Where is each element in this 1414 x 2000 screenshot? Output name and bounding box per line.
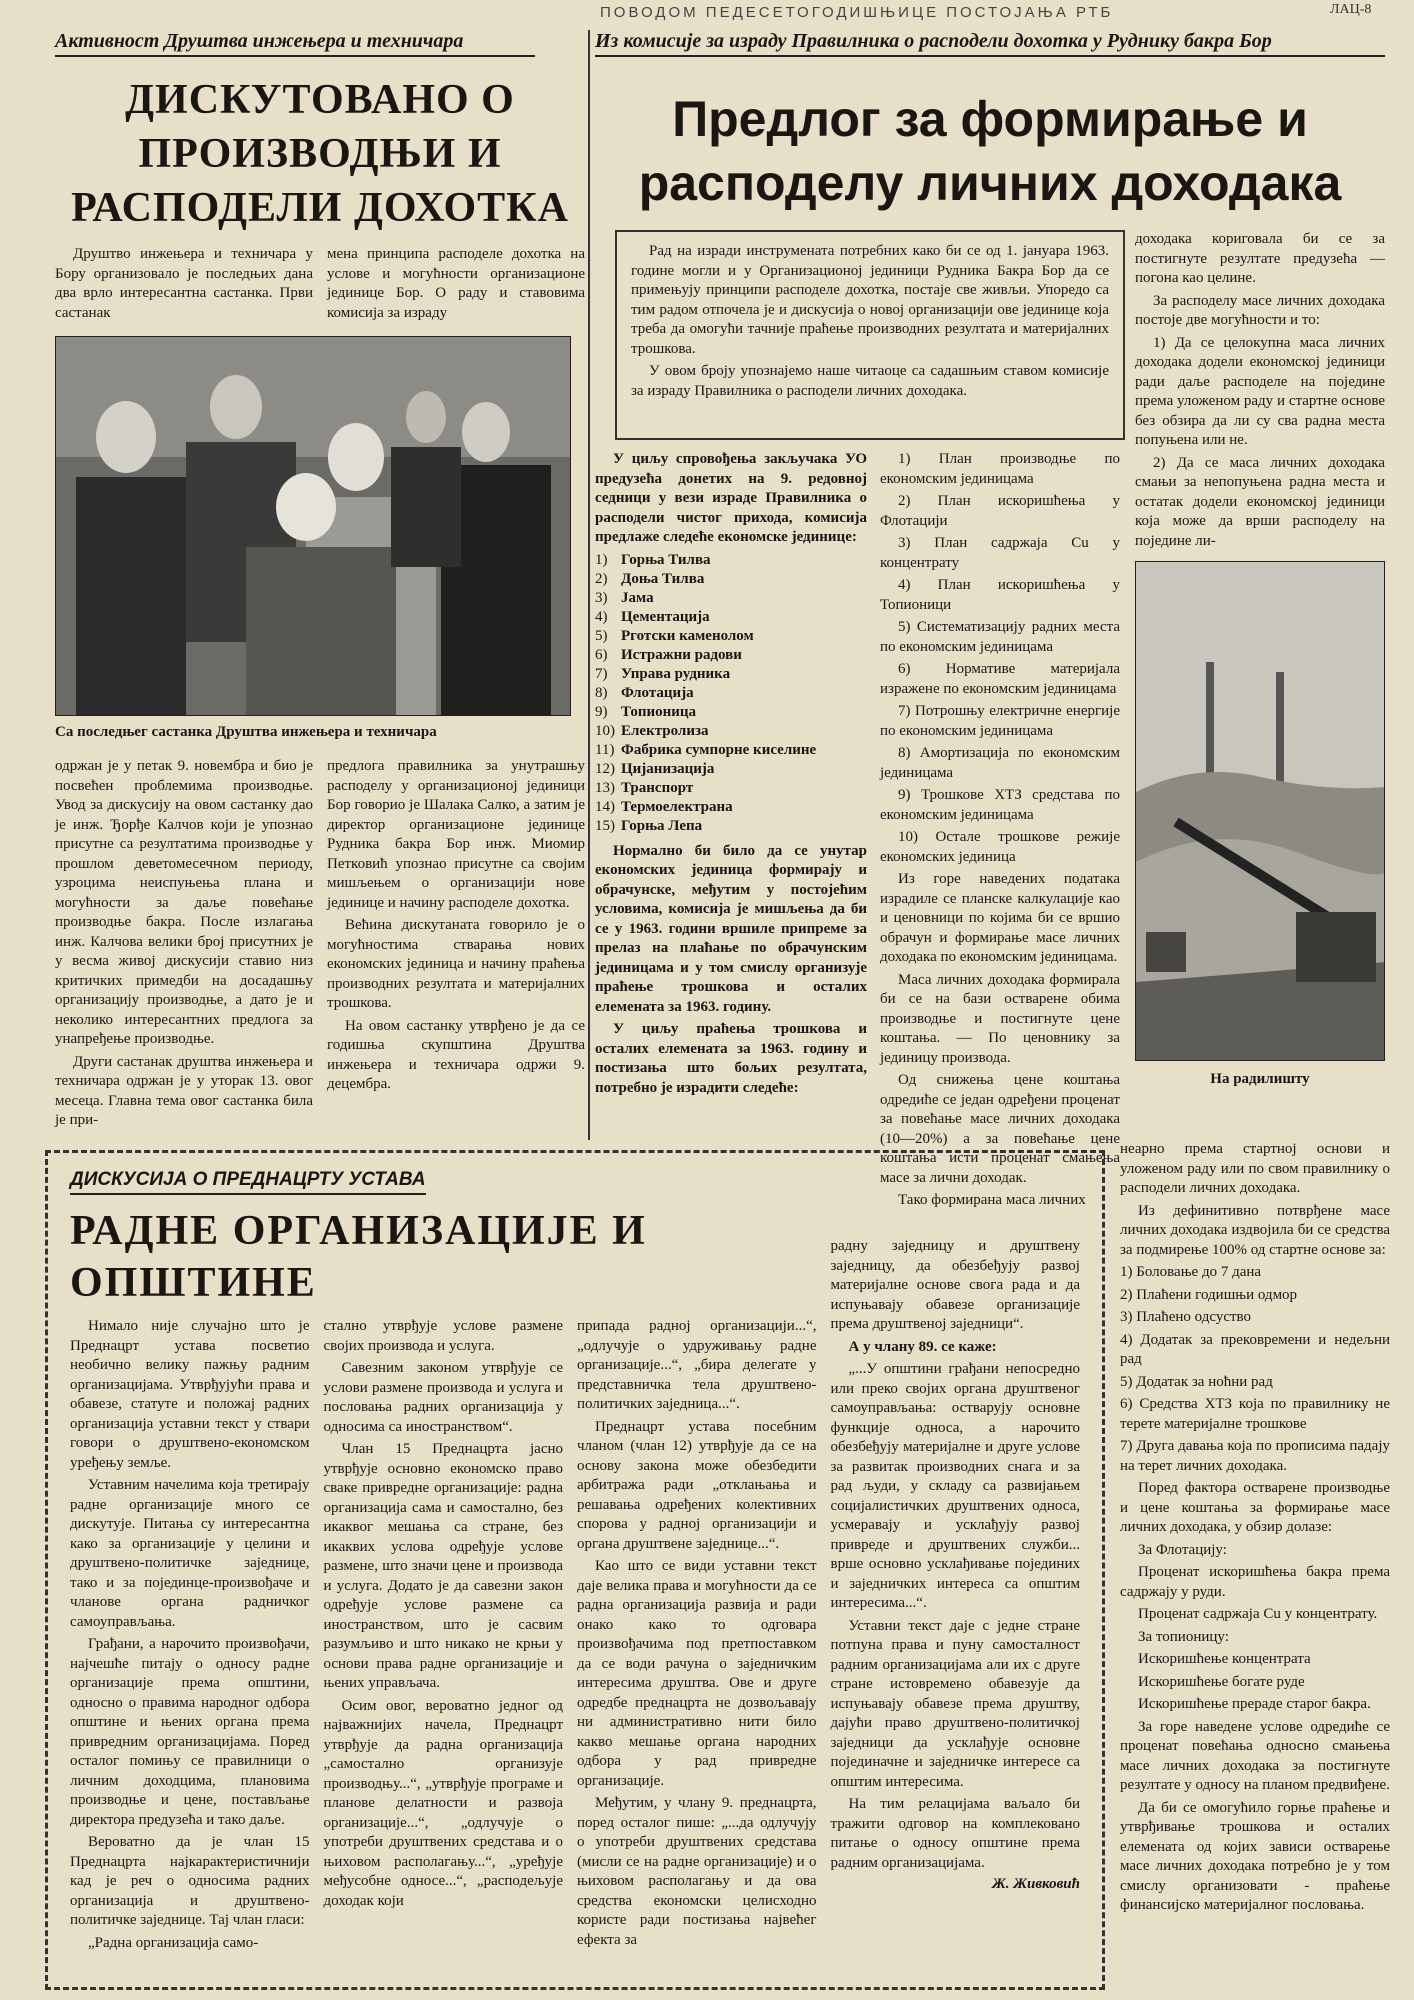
economic-unit-item: [595, 570, 867, 589]
right-col3-p2: За расподелу масе личних доходака постоје две могућности и то:: [1135, 292, 1385, 328]
economic-unit-number: 15): [595, 817, 615, 834]
economic-unit-label: Цијанизација: [621, 760, 715, 777]
bottom-col4-p3: „...У општини грађани непосредно или преко својих органа друштвеног самоуправљања: остварују основне функције односа, а нарочито обезбеђују материјалне и друге услове за развитак производних снага и за рад људи, у складу са развијањем социјалистичких друштвених односа, усмеравају и усклађују развој привреде и друштвених служби... врше основно усклађивање појединих и заједничких интереса са општим интересима...“.: [830, 1361, 1080, 1611]
economic-unit-label: Цементација: [621, 608, 710, 625]
meeting-photo: [55, 336, 571, 716]
bottom-col1: [70, 1317, 310, 1956]
right-intro-box: [615, 230, 1125, 440]
worksite-photo-image: [1136, 562, 1385, 1061]
right-cont-paragraph: За горе наведене услове одредиће се проценат повећања односно смањења масе личних доходака за постигнуте резултате у односу на планом предвиђене.: [1120, 1718, 1390, 1793]
bottom-col4-p5: На тим релацијама ваљало би тражити одговор на комплековано питање о односу општине према радним организацијама.: [830, 1796, 1080, 1871]
economic-unit-number: 10): [595, 722, 615, 739]
right-col1-lead: У циљу спровођења закључака УО предузећа донетих на 9. редовној седници у вези израде Правилника о расподели чистог прихода, комисија предлаже следеће економске јединице:: [595, 451, 867, 545]
economic-unit-label: Термоелектрана: [621, 798, 733, 815]
bottom-col4-p4: Уставни текст даје с једне стране потпуна права и пуну самосталност радним организацијама али их с друге стране истовремено обавезује да испуњавају обавезе према друштву, дајући право друштвено-политичкој заједници да усклађује основне појединачне и заједничке интересе са општим интересима.: [830, 1617, 1080, 1790]
right-intro-p1: Рад на изради инструмената потребних како би се од 1. јануара 1963. године могли и у Организационој јединици Рудника Бакра Бор да се примењују принципи расподеле дохотка, постаје све живљи. Упоредо са тим радом отпочела је и дискусија о новој организацији ове јединице која треба да омогући тачније праћење производних резултата и материјалних трошкова.: [631, 243, 1109, 357]
allowance-list-item: 6) Средства ХТЗ која по правилнику не терете материјалне трошкове: [1120, 1396, 1390, 1432]
economic-unit-label: Горња Лепа: [621, 817, 703, 834]
economic-unit-number: 6): [595, 646, 608, 663]
bottom-col1-p1: Нимало није случајно што је Преднацрт устава посветио необично велику пажњу радним организацијама. Утврђујући права и обавезе, статуте и положај радних организација уставни текст у ствари говори о друштвено-економском уређењу земље.: [70, 1318, 310, 1471]
allowance-list-item: 4) Додатак за прековремени и недељни рад: [1120, 1331, 1390, 1367]
worksite-photo-caption: На радилишту: [1210, 1071, 1310, 1087]
banner-fragment-text: ПОВОДОМ ПЕДЕСЕТОГОДИШЊИЦЕ ПОСТОЈАЊА РТБ: [600, 4, 1114, 21]
economic-unit-label: Електролиза: [621, 722, 709, 739]
plan-list-item: 2) План искоришћења у Флотацији: [880, 493, 1120, 529]
economic-unit-label: Управа рудника: [621, 665, 731, 682]
right-cont-paragraph: Искоришћење богате руде: [1138, 1673, 1305, 1690]
economic-unit-item: [595, 627, 867, 646]
plan-list-item: 10) Остале трошкове режије економских јединица: [880, 829, 1120, 865]
right-col2: [880, 450, 1120, 1214]
banner-fragment: [600, 4, 1300, 26]
economic-units-list: [595, 551, 867, 836]
allowance-list: [1120, 1263, 1390, 1476]
worksite-photo: [1135, 561, 1385, 1061]
left-headline: ДИСКУТОВАНО О ПРОИЗВОДЊИ И РАСПОДЕЛИ ДОХОТКА: [71, 77, 569, 231]
economic-unit-number: 3): [595, 589, 608, 606]
right-col1-p1: Нормално би било да се унутар економских јединица формирају и обрачунске, међутим у постојећим условима, комисија је мишљења да би се у 1963. години вршиле припреме за прелаз на плаћање по обрачунским јединицама и у том смислу организује праћење трошкова и осталих елемената за 1963. годину.: [595, 842, 867, 1015]
bottom-col2-p4: Осим овог, вероватно једног од најважнијих начела, Преднацрт утврђује да радна организација „самостално организује производњу...“, „утврђује програме и планове делатности и развоја организације...“, „одлучује о употреби друштвених средстава и о њиховом располагању...“, „уређује међусобне односе...“, „расподељује доходак који: [323, 1697, 563, 1909]
left-body-col2-p1: предлога правилника за унутрашњу расподелу у организационој јединици Бор говорио је Шалака Салко, а затим је директор организационе јединице Рудника бакра Бор инж. Миомир Петковић упознао присутне са својим мишљењем о организацији нове јединице и начину расподеле дохотка.: [327, 758, 585, 911]
economic-unit-number: 9): [595, 703, 608, 720]
right-cont-paragraph: За топионицу:: [1138, 1628, 1229, 1645]
right-intro-p2: У овом броју упознајемо наше читаоце са садашњим ставом комисије за израду Правилника о расподели личних доходака.: [631, 363, 1109, 399]
economic-unit-item: [595, 722, 867, 741]
left-kicker: Активност Друштва инжењера и техничара: [55, 30, 535, 57]
meeting-photo-caption: Са последњег састанка Друштва инжењера и техничара: [55, 724, 437, 740]
left-body-col1-p1: одржан је у петак 9. новембра и био је посвећен проблемима производње. Увод за дискусију на овом састанку дао је инж. Ђорђе Калчов који је упознао присутне са резултатима производње у прошлом деветомесечном периоду, узроцима неиспуњења плана и могућности за даље повећање производње бакра. После излагања инж. Калчова велики број присутних је у весма живој дискусији ставио низ критичких примедби на досадашњу организацију производње, а дато је и неколико интересантних предлога за унапређење производње.: [55, 758, 313, 1047]
bottom-col4-p1: радну заједницу и друштвену заједницу, да обезбеђују развој материјалне основе свога рада и да испуњавају обавезе организације према друштвеној заједници“.: [830, 1238, 1080, 1332]
bottom-headline: РАДНЕ ОРГАНИЗАЦИЈЕ И ОПШТИНЕ: [70, 1208, 647, 1306]
right-cont-paragraph: За Флотацију:: [1138, 1541, 1227, 1558]
bottom-article: [45, 1150, 1105, 1990]
bottom-col1-p4: Вероватно да је члан 15 Преднацрта најкарактеристичнији кад је реч о односима радних организација и друштвено-политичке заједнице. Тај члан гласи:: [70, 1834, 310, 1928]
bottom-col4: [831, 1237, 1080, 1956]
economic-unit-label: Јама: [621, 589, 654, 606]
page-corner-fragment: ЛАЦ-8: [1330, 2, 1372, 17]
economic-unit-item: [595, 798, 867, 817]
right-col1: [595, 450, 867, 1101]
economic-unit-number: 8): [595, 684, 608, 701]
right-cont-paragraph: Искоришћење прераде старог бакра.: [1138, 1696, 1371, 1712]
right-col2-p3: Од снижења цене коштања одредиће се један одређени проценат за повећање масе личних доходака (10—20%) а за повећање цене коштања исти проценат смањења масе за лични доходак.: [880, 1072, 1120, 1186]
economic-unit-item: [595, 760, 867, 779]
economic-unit-label: Флотација: [621, 684, 694, 701]
right-continuation: [1120, 1140, 1390, 1990]
economic-unit-number: 11): [595, 741, 615, 758]
right-kicker: Из комисије за израду Правилника о расподели дохотка у Руднику бакра Бор: [595, 30, 1385, 57]
right-col1-p2: У циљу праћења трошкова и осталих елемената за 1963. годину и постизања што бољих резултата, потребно је израдити следеће:: [595, 1021, 867, 1096]
allowance-list-item: 3) Плаћено одсуство: [1120, 1309, 1252, 1325]
left-body-col2-p3: На овом састанку утврђено је да се годишња скупштина Друштва инжењера и техничара одржи 9. децембра.: [327, 1017, 585, 1092]
economic-unit-item: [595, 741, 867, 760]
right-col3: [1135, 230, 1385, 1088]
plan-list-item: 8) Амортизација по економским јединицама: [880, 745, 1120, 781]
right-cont-paragraph: Да би се омогућило горње праћење и утврђивање трошкова и осталих елемената од којих зависи остварење масе личних доходака потребно је у том смислу организовати - праћење финансијско материјалног пословања.: [1120, 1799, 1390, 1913]
plan-list: [880, 450, 1120, 867]
bottom-col2-p3: Члан 15 Преднацрта јасно утврђује основно економско право сваке привредне организације: радна организација сама и самостално, без икаквог мешања са стране, без икаквих услова одређује услове размене, што значи цене и производа и услуга. Додато је да савезни закон одређује услове размене са иностранством, што је сасвим разумљиво и што никако не крњи у основи права радне организације и њених управљача.: [323, 1441, 563, 1691]
plan-list-item: 3) План садржаја Cu у концентрату: [880, 535, 1120, 571]
economic-unit-item: [595, 589, 867, 608]
bottom-col2: [324, 1317, 564, 1956]
economic-unit-number: 4): [595, 608, 608, 625]
right-col3-p4: 2) Да се маса личних доходака смањи за непопуњена радна места и остатак додели економској јединици која може да врши расподелу на поједине ли-: [1135, 454, 1385, 549]
right-cont-end: [1120, 1479, 1390, 1916]
bottom-col1-p5: „Радна организација само-: [88, 1934, 259, 1951]
economic-unit-item: [595, 608, 867, 627]
right-cont-paragraph: Проценат садржаја Cu у концентрату.: [1138, 1606, 1378, 1622]
right-cont-p1: неарно према стартној основи и уложеном раду или по свом правилнику о расподели личних доходака.: [1120, 1141, 1390, 1196]
bottom-col3-p1: припада радној организацији...“, „одлучује о удруживању радне организације...“, „бира делегате у представничка тела друштвено-политичких заједница...“.: [577, 1318, 817, 1412]
left-column-divider: [588, 30, 590, 1140]
economic-unit-label: Истражни радови: [621, 646, 742, 663]
economic-unit-label: Транспорт: [621, 779, 694, 796]
bottom-col3-p2: Преднацрт устава посебним чланом (члан 12) утврђује да се на основу закона може обезбедити арбитража ради „отклањања и решавања одређених колективних спорова у радној организацији и органа друштвене заједнице...“.: [577, 1418, 817, 1552]
plan-list-item: 6) Нормативе материјала изражене по економским јединицама: [880, 661, 1120, 697]
economic-unit-number: 1): [595, 551, 608, 568]
economic-unit-item: [595, 779, 867, 798]
allowance-list-item: 5) Додатак за ноћни рад: [1120, 1373, 1273, 1390]
meeting-photo-image: [56, 337, 571, 716]
bottom-col1-p3: Грађани, а нарочито произвођачи, најчешће питају о односу радне организације према општини, односно о правима народног одбора општине и њених органа према привредним организацијама. Поред осталог помињу се правилници о личним доходцима, плановима производње и цене, постављање директора предузећа и тако даље.: [70, 1636, 310, 1828]
economic-unit-item: [595, 817, 867, 836]
left-intro-col1: Друштво инжењера и техничара у Бору организовало је последњих дана два врло интересантна састанка. Први састанак: [55, 246, 313, 321]
right-cont-paragraph: Искоришћење концентрата: [1138, 1651, 1311, 1667]
bottom-col4-p2: А у члану 89. се каже:: [848, 1338, 997, 1355]
right-cont-paragraph: Поред фактора остварене производње и цене коштања за формирање масе личних доходака, у обзир долазе:: [1120, 1480, 1390, 1535]
plan-list-item: 7) Потрошњу електричне енергије по економским јединицама: [880, 703, 1120, 739]
right-cont-p2: Из дефинитивно потврђене масе личних доходака издвојила би се средства за подмирење 100% од стартне основе за:: [1120, 1202, 1390, 1258]
bottom-col3-p3: Као што се види уставни текст даје велика права и могућности да се радна организација развија и ради онако како то одговара произвођачима под претпоставком да се води рачуна о заједничким интересима друштва. Ове и друге одредбе преднацрта не дозвољавају ни административно нити било какво мешање органа народних одбора у рад привредне организације.: [577, 1558, 817, 1789]
economic-unit-label: Топионица: [621, 703, 697, 720]
plan-list-item: 5) Систематизацију радних места по економским јединицама: [880, 619, 1120, 655]
left-intro-col2: мена принципа расподеле дохотка на услове и могућности организационе јединице Бор. О раду и ставовима комисија за израду: [327, 246, 585, 321]
bottom-col3-p4: Међутим, у члану 9. преднацрта, поред осталог пише: „...да одлучују о употреби друштвених средстава (мисли се на радне организације) и о њиховом располагању и да ова средства економски целисходно користе ради постизања највећег ефекта за: [577, 1795, 817, 1948]
right-col2-p1: Из горе наведених података израдиле се планске калкулације као и ценовници по којима би се вршио обрачун и формирање масе личних доходака по економским јединицама.: [880, 871, 1120, 965]
author-signature: Ж. Живковић: [991, 1876, 1080, 1892]
economic-unit-label: Доња Тилва: [621, 570, 705, 587]
bottom-col1-p2: Уставним начелима која третирају радне организације много се дискутује. Питања су интересантна како за организације у целини и друштвено-политичке заједнице, тако и за појединце-произвођаче и чланове органа радничког самоуправљања.: [70, 1477, 310, 1630]
allowance-list-item: 1) Боловање до 7 дана: [1120, 1264, 1262, 1280]
bottom-col2-p2: Савезним законом утврђује се услови размене производа и услуга и пословања радних организација у односима са иностранством“.: [323, 1360, 563, 1435]
left-article: [55, 30, 585, 1140]
right-col3-p1: доходака кориговала би се за постигнуте резултате предузећа — погона као целине.: [1135, 231, 1385, 286]
allowance-list-item: 7) Друга давања која по прописима падају на терет личних доходака.: [1120, 1438, 1390, 1474]
economic-unit-number: 12): [595, 760, 615, 777]
economic-unit-item: [595, 684, 867, 703]
plan-list-item: 4) План искоришћења у Топионици: [880, 577, 1120, 613]
economic-unit-item: [595, 703, 867, 722]
economic-unit-number: 7): [595, 665, 608, 682]
economic-unit-number: 5): [595, 627, 608, 644]
bottom-col2-p1: стално утврђује услове размене својих производа и услуга.: [323, 1318, 563, 1354]
economic-unit-number: 13): [595, 779, 615, 796]
economic-unit-label: Горња Тилва: [621, 551, 711, 568]
economic-unit-item: [595, 665, 867, 684]
economic-unit-label: Фабрика сумпорне киселине: [621, 741, 817, 758]
plan-list-item: 1) План производње по економским јединицама: [880, 451, 1120, 487]
economic-unit-label: Рготски каменолом: [621, 627, 754, 644]
left-body-col1-p2: Други састанак друштва инжењера и техничара одржан је у уторак 13. овог месеца. Главна тема овог састанка била је при-: [55, 1053, 313, 1128]
plan-list-item: 9) Трошкове ХТЗ средстава по економским јединицама: [880, 787, 1120, 823]
allowance-list-item: 2) Плаћени годишњи одмор: [1120, 1286, 1298, 1303]
economic-unit-number: 2): [595, 570, 608, 587]
right-cont-paragraph: Проценат искоришћења бакра према садржају у руди.: [1120, 1564, 1390, 1600]
economic-unit-number: 14): [595, 798, 615, 815]
bottom-kicker: ДИСКУСИЈА О ПРЕДНАЦРТУ УСТАВА: [70, 1169, 426, 1195]
right-col2-p2: Маса личних доходака формирала би се на бази остварене обима производње и постигнуте цене коштања. — По ценовнику за јединицу производа.: [880, 971, 1120, 1066]
bottom-col3: [577, 1317, 817, 1956]
right-headline: Предлог за формирање и расподелу личних доходака: [638, 91, 1342, 211]
left-body-col2-p2: Већина дискутаната говорило је о могућностима стварања нових економских јединица и начину праћења производних резултата и материјалних трошкова.: [327, 917, 585, 1011]
economic-unit-item: [595, 646, 867, 665]
economic-unit-item: [595, 551, 867, 570]
right-col2-p4: Тако формирана маса личних: [898, 1192, 1086, 1208]
right-col3-p3: 1) Да се целокупна маса личних доходака додели економској јединици ради даље расподеле на поједине према уложеном раду и стартне основе без обзира да ли су сва радна места попуњена или не.: [1135, 334, 1385, 448]
